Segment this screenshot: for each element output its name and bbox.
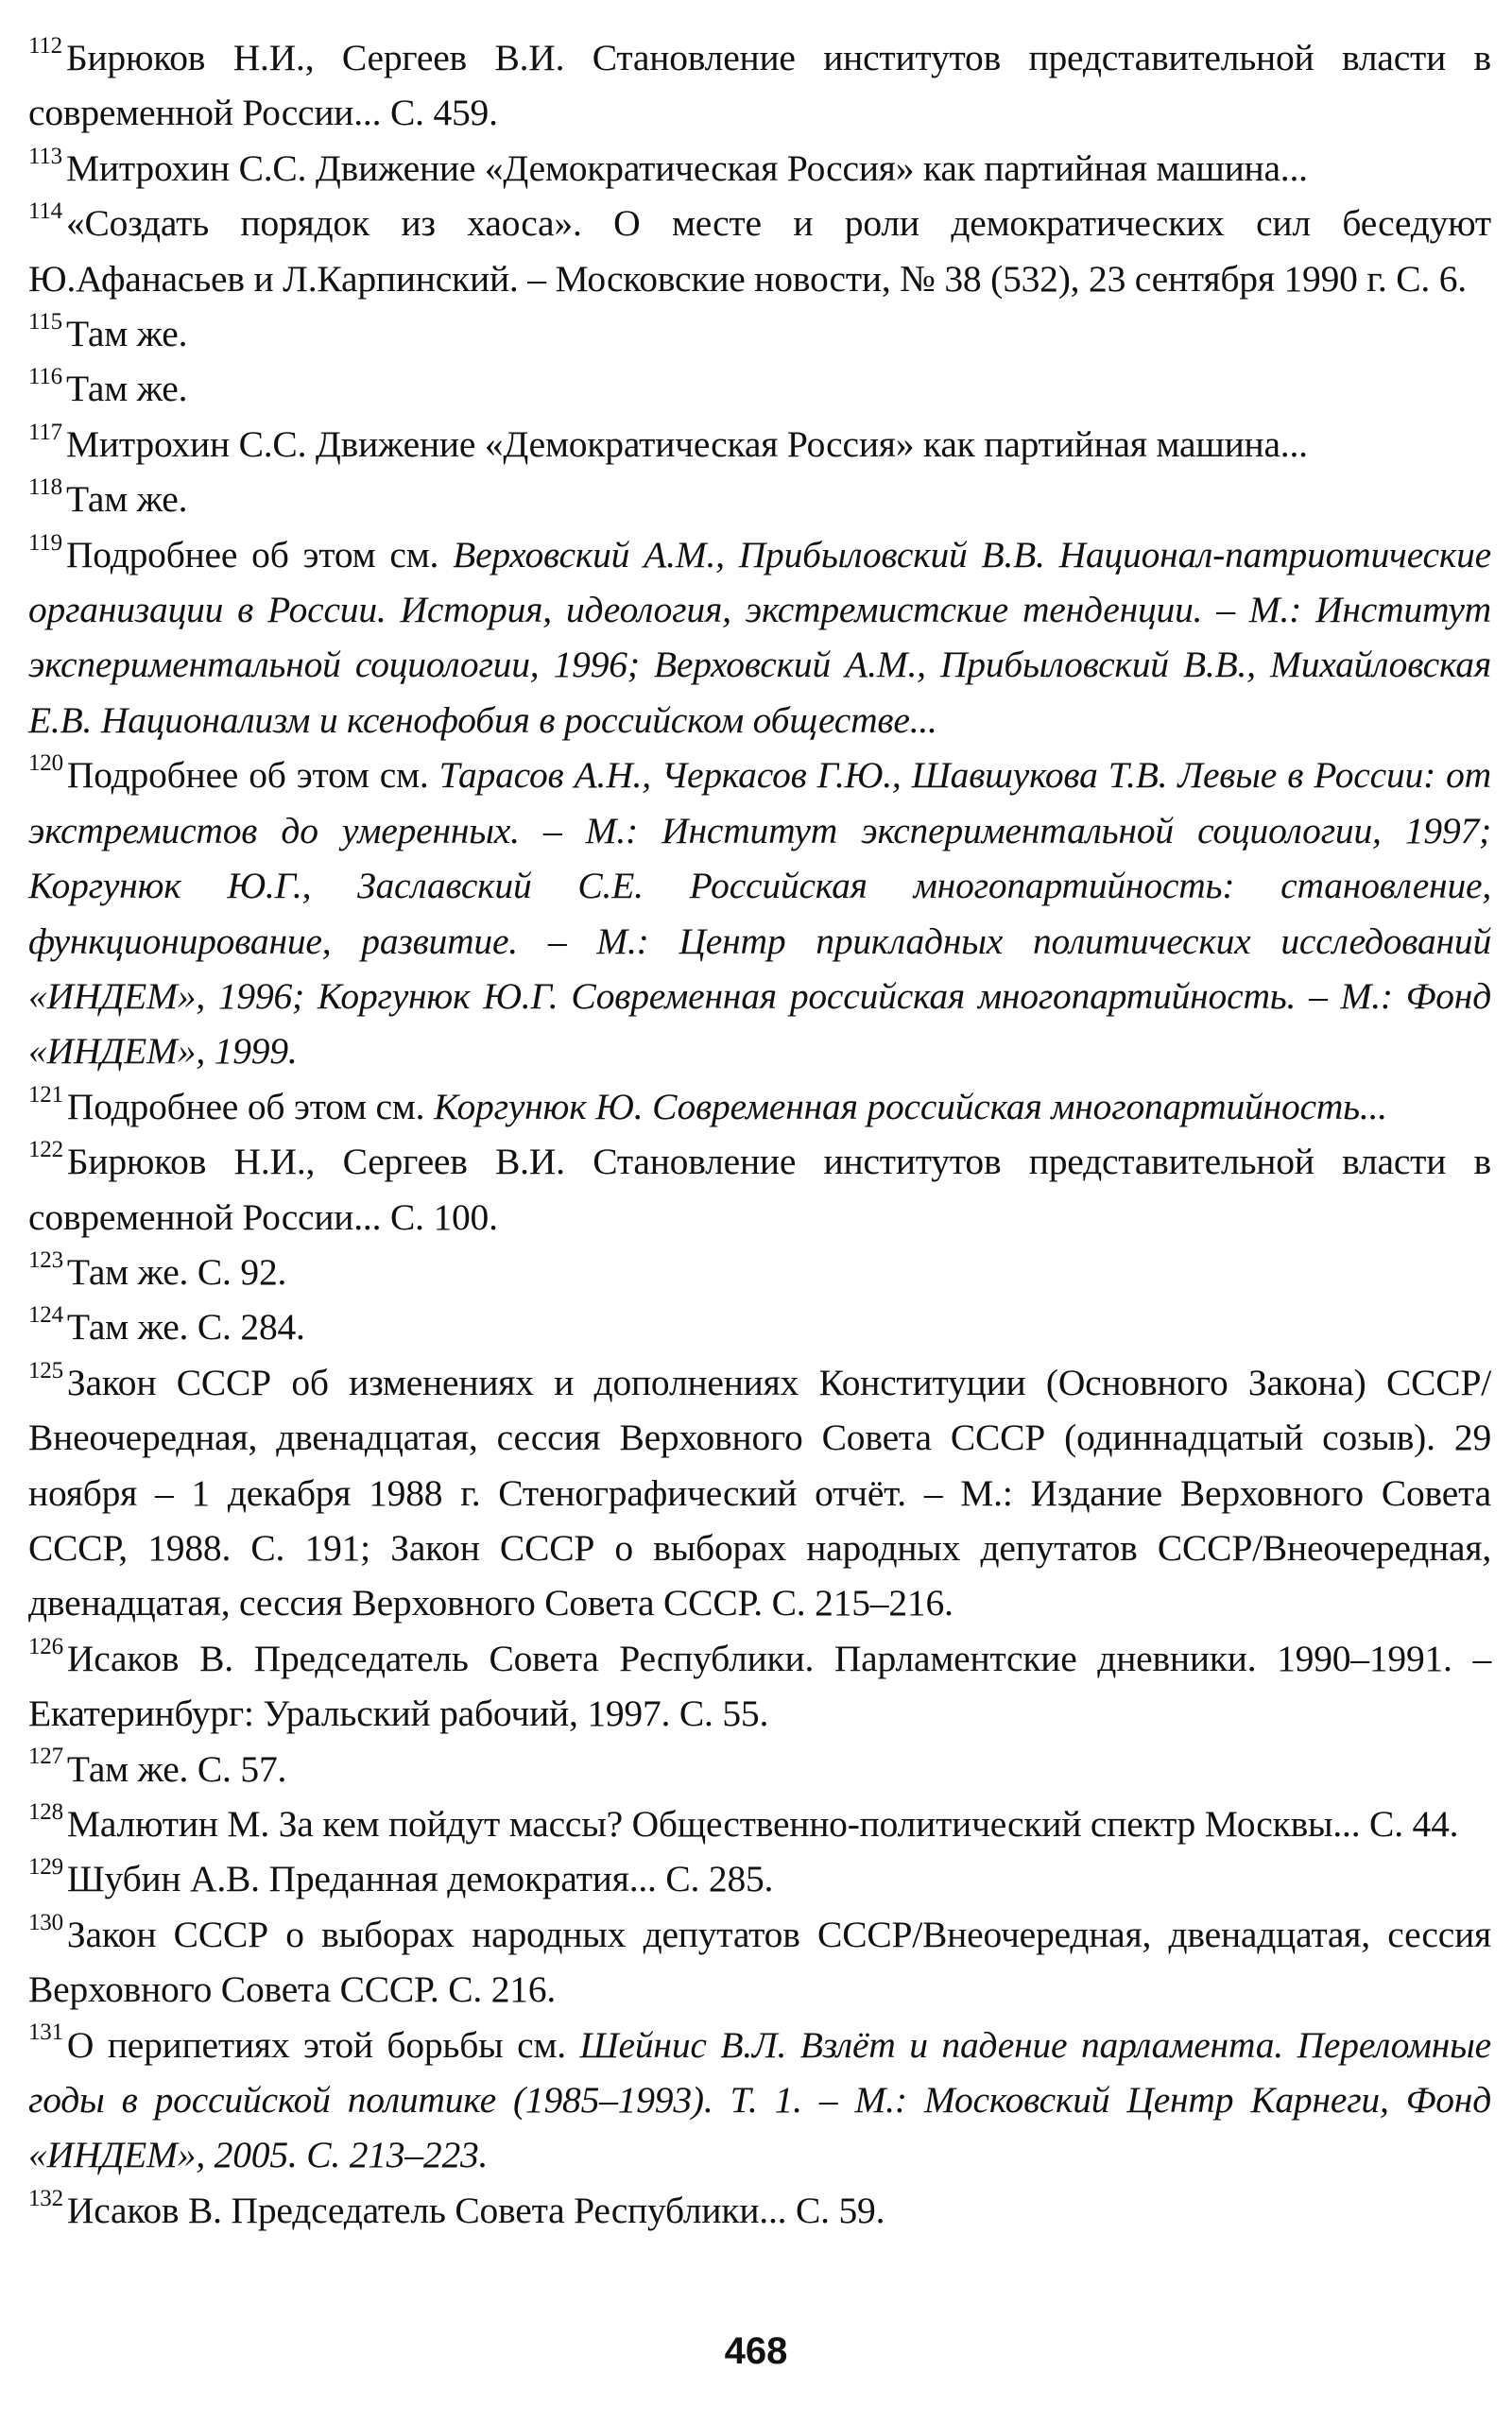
footnote-125: [28, 1355, 1491, 1631]
footnote-text: Исаков В. Председатель Совета Республики... С. 59.: [66, 2189, 885, 2231]
footnote-text: Шубин А.В. Преданная демократия... С. 285.: [66, 1858, 774, 1900]
footnote-number: 123: [28, 1246, 63, 1273]
footnote-113: [28, 141, 1491, 196]
footnote-122: [28, 1134, 1491, 1245]
footnote-number: 121: [28, 1081, 63, 1108]
footnote-number: 117: [28, 419, 62, 445]
footnote-number: 120: [28, 750, 63, 777]
footnote-text: Бирюков Н.И., Сергеев В.И. Становление институтов представительной власти в современной России... С. 100.: [28, 1141, 1491, 1238]
footnote-number: 132: [28, 2185, 63, 2211]
footnote-number: 126: [28, 1633, 63, 1659]
footnote-text: Митрохин С.С. Движение «Демократическая Россия» как партийная машина...: [65, 422, 1308, 465]
footnote-number: 118: [28, 474, 62, 501]
footnote-citation: Верховский А.М., Прибыловский В.В. Национал-патриотические организации в России. История, идеология, экстремистские тенденции. – М.: Институт экспериментальной социологии, 1996; Верховский А.М., Прибыловский В.В., Михайловская Е.В. Национализм и ксенофобия в российском обществе...: [28, 533, 1492, 741]
footnote-124: [28, 1299, 1491, 1354]
footnote-117: [28, 417, 1491, 472]
page-number: 468: [724, 2330, 788, 2372]
footnote-number: 127: [28, 1744, 63, 1770]
footnote-text: Там же.: [65, 368, 188, 410]
footnote-text: «Создать порядок из хаоса». О месте и роли демократических сил беседуют Ю.Афанасьев и Л.Карпинский. – Московские новости, № 38 (532), 23 сентября 1990 г. С. 6.: [28, 202, 1491, 300]
footnote-number: 128: [28, 1798, 63, 1825]
footnote-number: 131: [28, 2019, 63, 2046]
footnote-text: Закон СССР о выборах народных депутатов СССР/Внеочередная, двенадцатая, сессия Верховного Совета СССР. С. 216.: [28, 1913, 1491, 2011]
footnote-text: Подробнее об этом см.: [65, 533, 454, 576]
footnote-text: Там же. С. 284.: [66, 1306, 305, 1349]
footnote-text: О перипетиях этой борьбы см.: [66, 2023, 580, 2066]
footnote-text: Там же. С. 57.: [66, 1747, 287, 1790]
footnote-number: 116: [28, 364, 62, 390]
footnote-112: [28, 30, 1491, 141]
footnote-121: [28, 1079, 1491, 1134]
footnote-text: Там же. С. 92.: [66, 1250, 287, 1293]
footnote-text: Малютин М. За кем пойдут массы? Общественно-политический спектр Москвы... С. 44.: [66, 1803, 1459, 1845]
footnote-132: [28, 2183, 1491, 2238]
footnote-120: [28, 748, 1491, 1078]
footnote-text: Бирюков Н.И., Сергеев В.И. Становление институтов представительной власти в современной России... С. 459.: [28, 37, 1491, 134]
footnote-116: [28, 361, 1491, 416]
footnote-text: Митрохин С.С. Движение «Демократическая Россия» как партийная машина...: [65, 146, 1308, 189]
footnote-number: 113: [28, 143, 62, 169]
footnote-number: 129: [28, 1854, 63, 1881]
footnote-130: [28, 1907, 1491, 2018]
footnote-text: Исаков В. Председатель Совета Республики. Парламентские дневники. 1990–1991. – Екатеринбург: Уральский рабочий, 1997. С. 55.: [28, 1637, 1491, 1735]
footnote-128: [28, 1796, 1491, 1851]
footnote-127: [28, 1742, 1491, 1796]
footnote-text: Подробнее об этом см.: [66, 1085, 434, 1127]
footnote-number: 124: [28, 1302, 63, 1329]
footnote-number: 112: [28, 32, 62, 59]
footnote-text: Подробнее об этом см.: [66, 754, 439, 797]
footnote-number: 130: [28, 1909, 63, 1935]
footnote-123: [28, 1245, 1491, 1299]
footnote-citation: Тарасов А.Н., Черкасов Г.Ю., Шавшукова Т.В. Левые в России: от экстремистов до умеренных. – М.: Институт экспериментальной социологии, 1997; Коргунюк Ю.Г., Заславский С.Е. Российская многопартийность: становление, функционирование, развитие. – М.: Центр прикладных политических исследований «ИНДЕМ», 1996; Коргунюк Ю.Г. Современная российская многопартийность. – М.: Фонд «ИНДЕМ», 1999.: [28, 754, 1491, 1073]
footnote-text: Там же.: [65, 478, 188, 521]
footnote-118: [28, 472, 1491, 526]
footnote-citation: Коргунюк Ю. Современная российская многопартийность...: [433, 1085, 1387, 1127]
footnote-citation: Шейнис В.Л. Взлёт и падение парламента. Переломные годы в российской политике (1985–1993). Т. 1. – М.: Московский Центр Карнеги, Фонд «ИНДЕМ», 2005. С. 213–223.: [28, 2023, 1491, 2176]
footnote-114: [28, 196, 1491, 306]
footnote-126: [28, 1631, 1491, 1742]
footnote-number: 125: [28, 1357, 63, 1383]
footnote-131: [28, 2018, 1491, 2183]
footnote-number: 115: [28, 308, 62, 335]
footnotes-list: [28, 30, 1491, 2238]
footnote-number: 122: [28, 1136, 63, 1162]
footnote-text: Там же.: [65, 313, 188, 355]
footnote-115: [28, 306, 1491, 361]
footnote-text: Закон СССР об изменениях и дополнениях Конституции (Основного Закона) СССР/Внеочередная, двенадцатая, сессия Верховного Совета СССР (одиннадцатый созыв). 29 ноября – 1 декабря 1988 г. Стенографический отчёт. – М.: Издание Верховного Совета СССР, 1988. С. 191; Закон СССР о выборах народных депутатов СССР/Внеочередная, двенадцатая, сессия Верховного Совета СССР. С. 215–216.: [28, 1361, 1491, 1624]
footnote-119: [28, 527, 1491, 748]
footnote-129: [28, 1851, 1491, 1906]
footnote-number: 114: [28, 198, 62, 225]
footnote-number: 119: [28, 529, 62, 556]
